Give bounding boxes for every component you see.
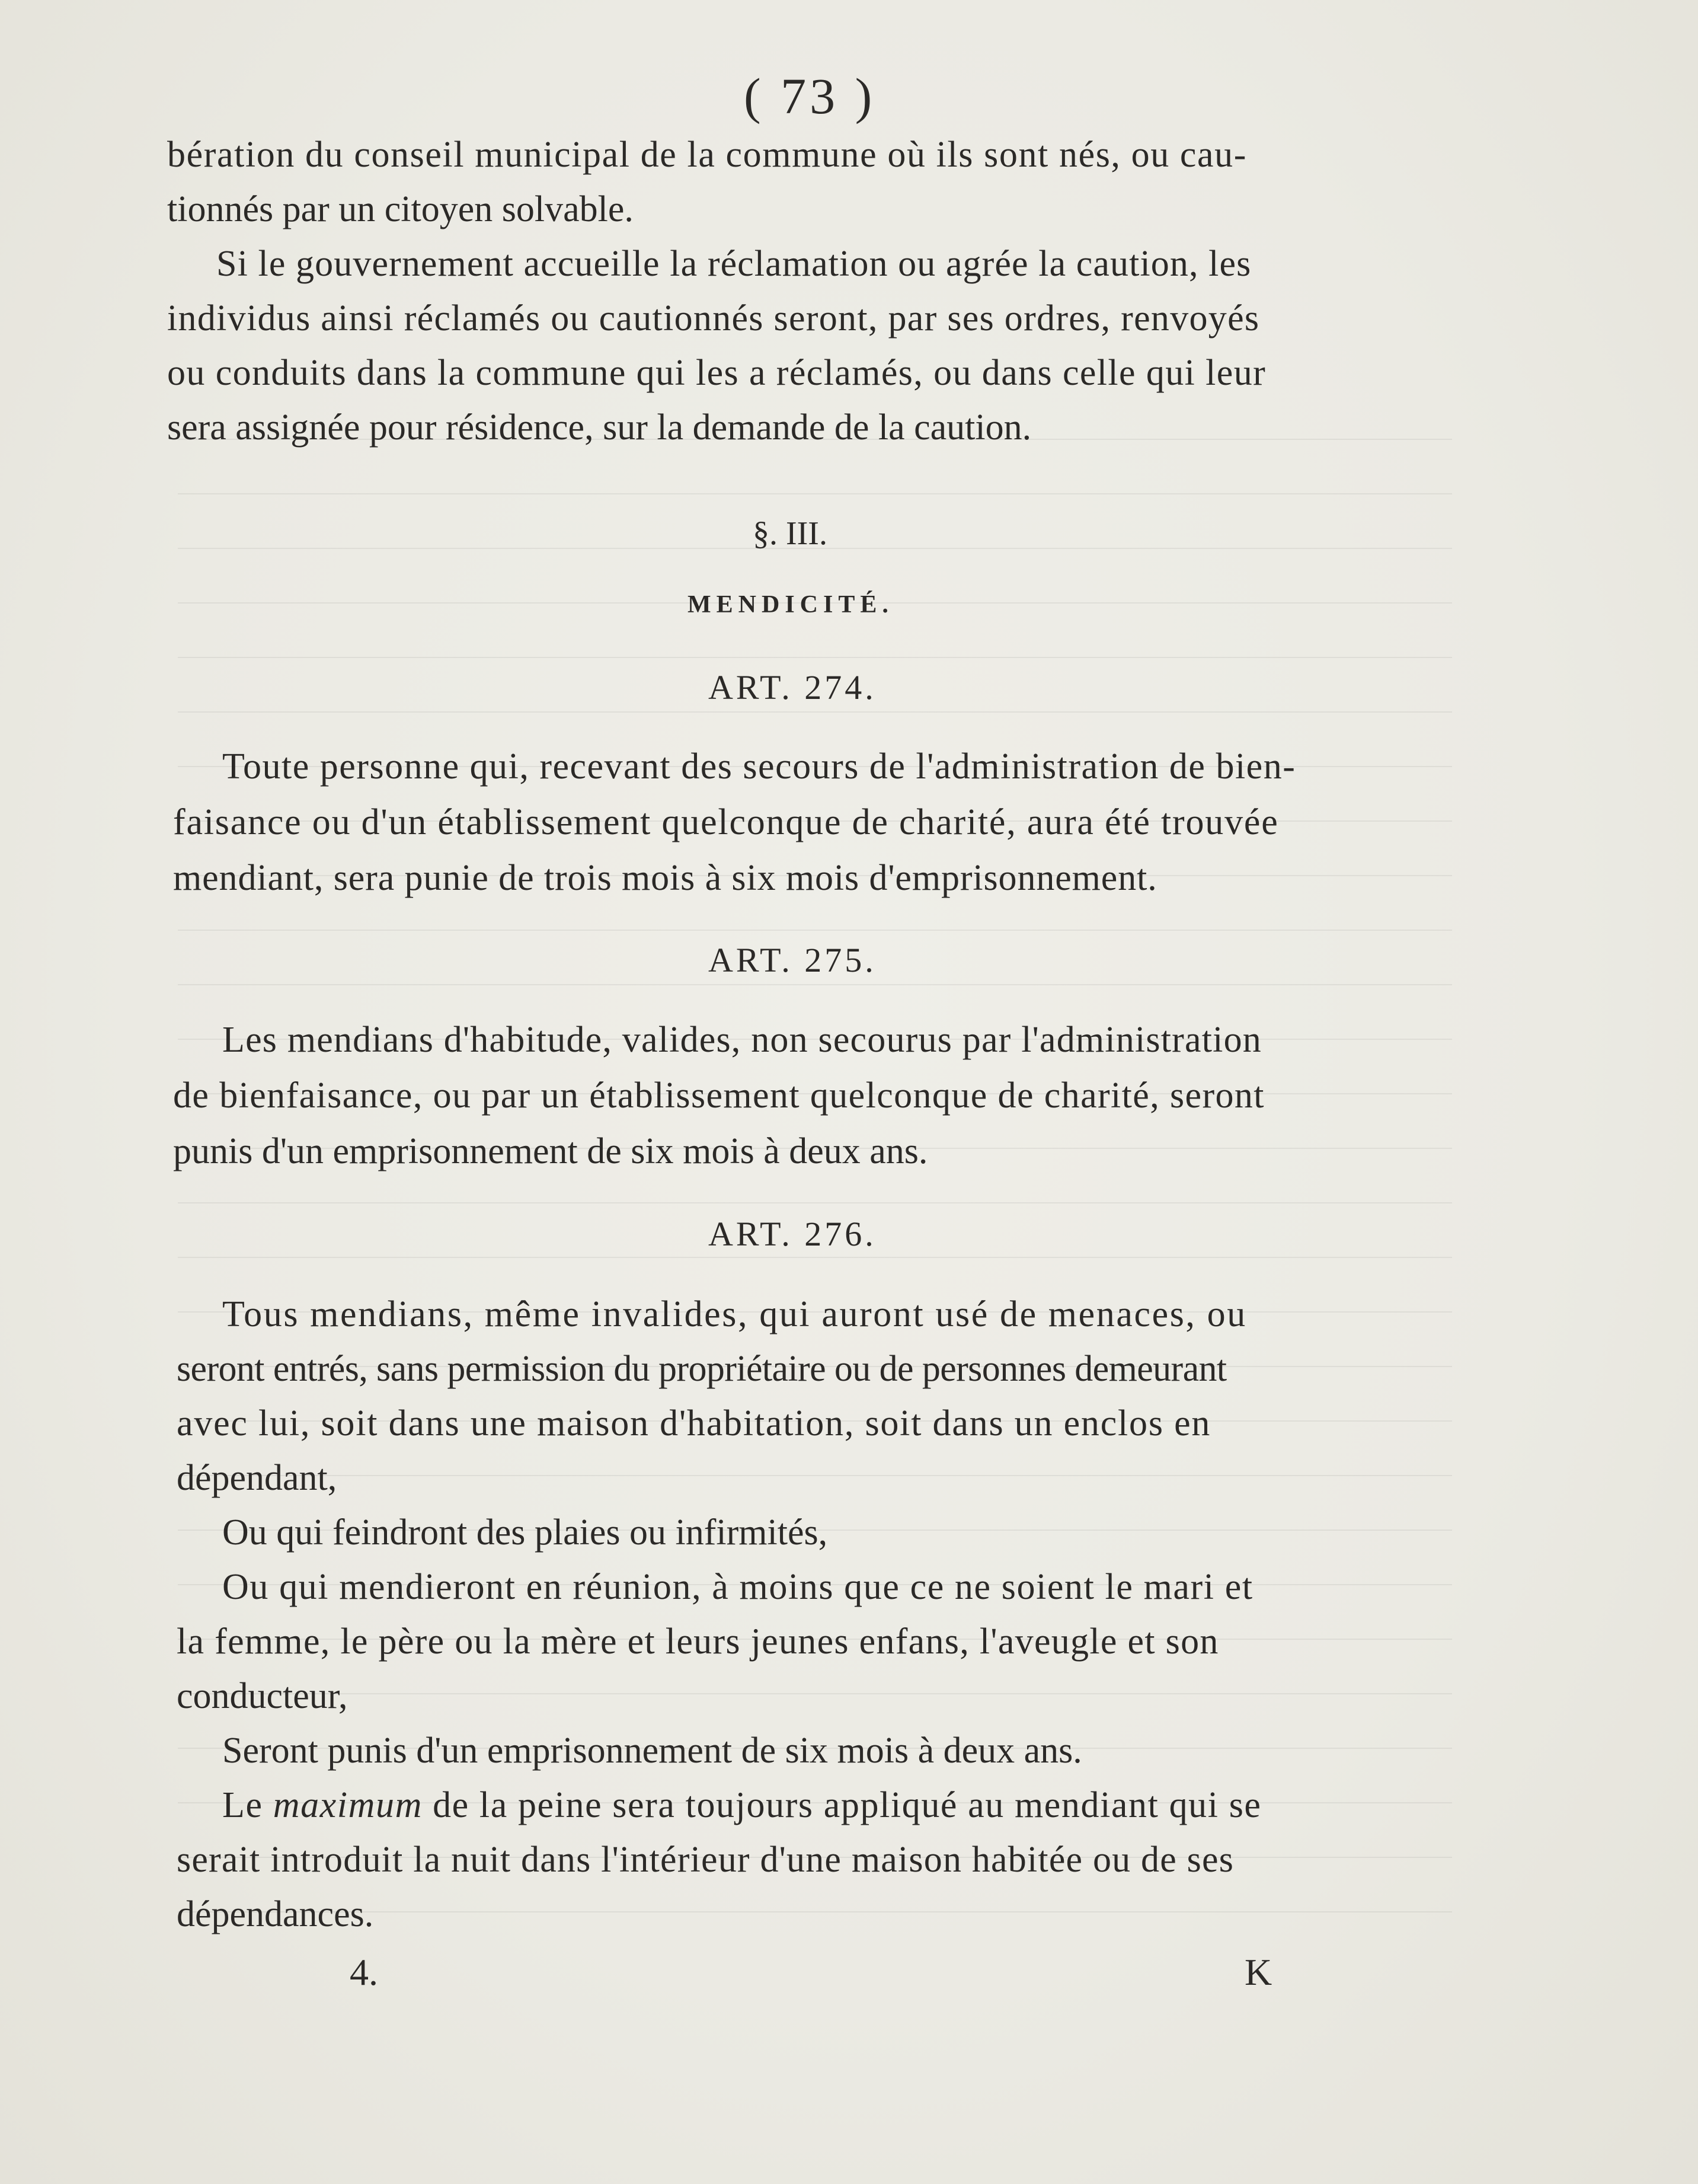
article-heading: ART. 274. (708, 668, 877, 707)
text-line: Ou qui feindront des plaies ou infirmités, (222, 1512, 828, 1553)
text-line: Seront punis d'un emprisonnement de six mois à deux ans. (222, 1730, 1082, 1771)
text-line: bération du conseil municipal de la commune où ils sont nés, ou cau- (167, 135, 1248, 175)
article-heading: ART. 276. (708, 1215, 877, 1253)
text-line: sera assignée pour résidence, sur la demande de la caution. (167, 407, 1032, 448)
text-line: faisance ou d'un établissement quelconque de charité, aura été trouvée (173, 802, 1279, 842)
text-line: tionnés par un citoyen solvable. (167, 189, 634, 229)
text-line-maximum (222, 1787, 1262, 1824)
text-line: la femme, le père ou la mère et leurs jeunes enfans, l'aveugle et son (177, 1621, 1219, 1662)
article-heading: ART. 275. (708, 941, 877, 979)
text-line: Toute personne qui, recevant des secours de l'administration de bien- (222, 746, 1296, 787)
section-title: MENDICITÉ. (687, 591, 894, 618)
text-line: Ou qui mendieront en réunion, à moins que ce ne soient le mari et (222, 1567, 1253, 1607)
section-number: §. III. (753, 515, 827, 552)
text-line: mendiant, sera punie de trois mois à six mois d'emprisonnement. (173, 858, 1157, 898)
text-line: Si le gouvernement accueille la réclamation ou agrée la caution, les (216, 244, 1252, 284)
text-line: dépendances. (177, 1894, 374, 1934)
text-line: serait introduit la nuit dans l'intérieur d'une maison habitée ou de ses (177, 1840, 1235, 1880)
bleed-through-texture (178, 403, 1452, 1944)
text-segment: de la peine sera toujours appliqué au mendiant qui se (422, 1785, 1262, 1825)
text-line: Tous mendians, même invalides, qui auront usé de menaces, ou (222, 1294, 1247, 1334)
text-line: individus ainsi réclamés ou cautionnés seront, par ses ordres, renvoyés (167, 298, 1260, 339)
text-segment: Le (222, 1785, 273, 1825)
text-line: conducteur, (177, 1676, 348, 1716)
text-line: seront entrés, sans permission du propriétaire ou de personnes demeurant (177, 1349, 1227, 1389)
text-line: dépendant, (177, 1458, 337, 1498)
page-number: ( 73 ) (744, 68, 876, 124)
text-line: ou conduits dans la commune qui les a réclamés, ou dans celle qui leur (167, 353, 1267, 393)
text-line: avec lui, soit dans une maison d'habitation, soit dans un enclos en (177, 1403, 1211, 1444)
signature-mark-left: 4. (350, 1951, 378, 1993)
text-line: punis d'un emprisonnement de six mois à deux ans. (173, 1131, 928, 1171)
text-line: de bienfaisance, ou par un établissement quelconque de charité, seront (173, 1075, 1265, 1116)
signature-mark-right: K (1245, 1951, 1272, 1993)
text-line: Les mendians d'habitude, valides, non secourus par l'administration (222, 1020, 1262, 1060)
italic-maximum: maximum (273, 1785, 423, 1825)
